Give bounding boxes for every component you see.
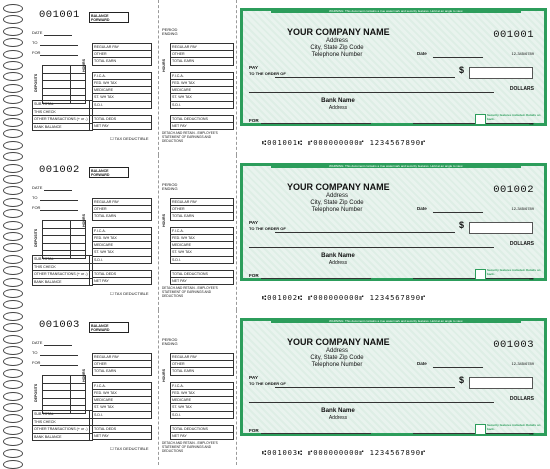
statement-hours-label: HOURS — [162, 59, 166, 72]
check-date-line[interactable] — [433, 57, 483, 58]
this-check-label: THIS CHECK — [33, 418, 90, 426]
employee-statement — [160, 310, 234, 465]
other-pay-label: OTHER — [93, 206, 152, 213]
period-ending-label: PERIOD ENDING — [162, 27, 178, 37]
amount-box[interactable] — [469, 377, 533, 389]
check-perforation — [236, 0, 237, 155]
deposits-label: DEPOSITS — [34, 73, 38, 92]
net-pay-label: NET PAY — [93, 278, 152, 285]
stub-date-line[interactable] — [44, 35, 72, 36]
medicare-label: MEDICARE — [93, 397, 152, 404]
check-number: 001003 — [493, 339, 534, 351]
tax-deductible-checkbox[interactable]: ☐ TAX DEDUCTIBLE — [110, 136, 149, 141]
payee-line[interactable] — [275, 387, 455, 388]
check-date-label: Date — [417, 361, 427, 366]
stub-date-label: DATE — [32, 340, 43, 345]
amount-words-line[interactable] — [249, 92, 494, 93]
detach-statement-text: DETACH AND RETAIN - EMPLOYEE'S STATEMENT OF EARNINGS AND DEDUCTIONS — [162, 441, 218, 453]
warning-banner: WARNING: This document contains a true watermark and security features. Hold at an angle to view. — [271, 319, 521, 323]
warning-banner: WARNING: This document contains a true watermark and security features. Hold at an angle to view. — [271, 9, 521, 13]
signature-line[interactable] — [413, 433, 533, 434]
fica-label: F.I.C.A. — [93, 382, 152, 389]
hours-label: HOURS — [82, 214, 86, 227]
pay-to-label: PAY TO THE ORDER OF — [249, 376, 286, 387]
stub-for-line[interactable] — [40, 365, 78, 366]
check-body — [240, 8, 547, 126]
this-check-label: THIS CHECK — [33, 108, 90, 116]
stub-for-label: FOR — [32, 50, 41, 55]
balance-grid[interactable] — [32, 255, 93, 286]
earnings-grid[interactable] — [92, 353, 152, 440]
fed-wh-tax-label: FED. WH TAX — [93, 389, 152, 396]
balance-forward-box[interactable]: BALANCE FORWARD — [89, 322, 129, 333]
dollars-label: DOLLARS — [509, 86, 534, 92]
balance-grid[interactable] — [32, 100, 93, 131]
balance-grid[interactable] — [32, 410, 93, 441]
sdi-label: S.D.I. — [93, 101, 152, 108]
company-address: Address — [325, 348, 348, 354]
company-address: Address — [325, 193, 348, 199]
security-seal-text: Security features included. Details on back. — [487, 268, 541, 276]
check-stub — [22, 310, 158, 465]
micr-line: ⑆001001⑆ ⑈000000000⑈ 1234567890⑈ — [262, 138, 426, 147]
stub-for-line[interactable] — [40, 210, 78, 211]
earnings-grid[interactable] — [92, 43, 152, 130]
amount-box[interactable] — [469, 67, 533, 79]
security-seal-icon — [475, 269, 486, 280]
payee-line[interactable] — [275, 77, 455, 78]
balance-forward-box[interactable]: BALANCE FORWARD — [89, 167, 129, 178]
dollars-label: DOLLARS — [509, 241, 534, 247]
statement-hours-label: HOURS — [162, 369, 166, 382]
check-date-label: Date — [417, 206, 427, 211]
stub-to-line[interactable] — [40, 200, 78, 201]
deposits-grid[interactable] — [42, 375, 86, 414]
total-deds-label: TOTAL DEDS — [93, 425, 152, 432]
stub-date-line[interactable] — [44, 190, 72, 191]
total-deductions-label: TOTAL DEDUCTIONS — [171, 115, 234, 122]
fica-label: F.I.C.A. — [93, 72, 152, 79]
total-deductions-label: TOTAL DEDUCTIONS — [171, 270, 234, 277]
total-earn-label: TOTAL EARN — [93, 58, 152, 65]
total-deds-label: TOTAL DEDS — [93, 115, 152, 122]
bank-name: Bank Name — [321, 97, 355, 104]
check-number: 001001 — [493, 29, 534, 41]
stub-to-line[interactable] — [40, 45, 78, 46]
memo-line[interactable] — [261, 433, 371, 434]
check-perforation — [236, 310, 237, 465]
bank-balance-label: BANK BALANCE — [33, 278, 90, 286]
st-wh-tax-label: ST. WH TAX — [93, 404, 152, 411]
check-stub — [22, 0, 158, 155]
security-seal-icon — [475, 424, 486, 435]
earnings-grid[interactable] — [92, 198, 152, 285]
company-phone: Telephone Number — [311, 362, 363, 368]
stub-perforation — [158, 0, 159, 155]
check-date-line[interactable] — [433, 367, 483, 368]
other-transactions-label: OTHER TRANSACTIONS (+ or -) — [34, 427, 88, 432]
company-city: City, State Zip Code — [310, 200, 364, 206]
pay-to-label: PAY TO THE ORDER OF — [249, 221, 286, 232]
stub-perforation — [158, 155, 159, 310]
regular-pay-label: REGULAR PAY — [93, 44, 152, 51]
stub-check-number: 001001 — [39, 9, 80, 21]
bank-address: Address — [328, 415, 348, 421]
sdi-label: S.D.I. — [93, 256, 152, 263]
statement-grid[interactable]: REGULAR PAY OTHER TOTAL EARN F.I.C.A. FED. WH TAX MEDICARE ST. WH TAX S.D.I. TOTAL DEDUCTIONS NET PAY — [170, 43, 234, 130]
total-earn-label: TOTAL EARN — [93, 213, 152, 220]
bank-address: Address — [328, 105, 348, 111]
warning-banner: WARNING: This document contains a true watermark and security features. Hold at an angle to view. — [271, 164, 521, 168]
tax-deductible-label: TAX DEDUCTIBLE — [114, 291, 149, 296]
stub-check-number: 001003 — [39, 319, 80, 331]
check-perforation — [236, 155, 237, 310]
deposits-grid[interactable] — [42, 65, 86, 104]
security-seal-text: Security features included. Details on back. — [487, 423, 541, 431]
sub-total-label: SUB TOTAL — [33, 256, 90, 264]
total-earn-label: TOTAL EARN — [93, 368, 152, 375]
fica-label: F.I.C.A. — [93, 227, 152, 234]
company-name: YOUR COMPANY NAME — [287, 182, 390, 192]
stub-check-number: 001002 — [39, 164, 80, 176]
mp-label: MP — [529, 432, 534, 436]
tax-deductible-label: TAX DEDUCTIBLE — [114, 446, 149, 451]
amount-words-line[interactable] — [249, 402, 494, 403]
stub-for-label: FOR — [32, 205, 41, 210]
regular-pay-label: REGULAR PAY — [93, 199, 152, 206]
other-transactions-label: OTHER TRANSACTIONS (+ or -) — [34, 272, 88, 277]
stub-date-label: DATE — [32, 30, 43, 35]
routing-fraction: 12-345/6789 — [511, 51, 534, 56]
signature-line[interactable] — [413, 123, 533, 124]
stub-to-label: TO — [32, 350, 38, 355]
medicare-label: MEDICARE — [93, 242, 152, 249]
micr-line: ⑆001002⑆ ⑈000000000⑈ 1234567890⑈ — [262, 293, 426, 302]
company-phone: Telephone Number — [311, 52, 363, 58]
micr-line: ⑆001003⑆ ⑈000000000⑈ 1234567890⑈ — [262, 448, 426, 457]
check-body — [240, 163, 547, 281]
bank-address: Address — [328, 260, 348, 266]
stub-date-label: DATE — [32, 185, 43, 190]
net-pay-label: NET PAY — [93, 433, 152, 440]
check-panel — [0, 310, 550, 465]
this-check-label: THIS CHECK — [33, 263, 90, 271]
tax-deductible-checkbox[interactable]: ☐ TAX DEDUCTIBLE — [110, 446, 149, 451]
sub-total-label: SUB TOTAL — [33, 101, 90, 109]
company-address: Address — [325, 38, 348, 44]
company-city: City, State Zip Code — [310, 45, 364, 51]
other-pay-label: OTHER — [93, 361, 152, 368]
stub-to-line[interactable] — [40, 355, 78, 356]
amount-box[interactable] — [469, 222, 533, 234]
statement-grid[interactable]: REGULAR PAY OTHER TOTAL EARN F.I.C.A. FED. WH TAX MEDICARE ST. WH TAX S.D.I. TOTAL DEDUCTIONS NET PAY — [170, 353, 234, 440]
deposits-label: DEPOSITS — [34, 228, 38, 247]
hours-label: HOURS — [82, 59, 86, 72]
deposits-grid[interactable] — [42, 220, 86, 259]
check-date-line[interactable] — [433, 212, 483, 213]
bank-name: Bank Name — [321, 252, 355, 259]
detach-statement-text: DETACH AND RETAIN - EMPLOYEE'S STATEMENT OF EARNINGS AND DEDUCTIONS — [162, 286, 218, 298]
balance-forward-box[interactable]: BALANCE FORWARD — [89, 12, 129, 23]
check-number: 001002 — [493, 184, 534, 196]
memo-label: FOR — [249, 273, 259, 278]
bank-name: Bank Name — [321, 407, 355, 414]
dollar-sign: $ — [459, 220, 465, 230]
company-name: YOUR COMPANY NAME — [287, 337, 390, 347]
check-body — [240, 318, 547, 436]
stub-date-line[interactable] — [44, 345, 72, 346]
statement-hours-label: HOURS — [162, 214, 166, 227]
period-ending-label: PERIOD ENDING — [162, 337, 178, 347]
st-wh-tax-label: ST. WH TAX — [93, 249, 152, 256]
sub-total-label: SUB TOTAL — [33, 411, 90, 419]
net-pay-label: NET PAY — [93, 123, 152, 130]
payee-line[interactable] — [275, 232, 455, 233]
routing-fraction: 12-345/6789 — [511, 206, 534, 211]
tax-deductible-label: TAX DEDUCTIBLE — [114, 136, 149, 141]
pay-to-label: PAY TO THE ORDER OF — [249, 66, 286, 77]
st-wh-tax-label: ST. WH TAX — [93, 94, 152, 101]
fed-wh-tax-label: FED. WH TAX — [93, 79, 152, 86]
check-panel — [0, 0, 550, 155]
check-stub — [22, 155, 158, 310]
regular-pay-label: REGULAR PAY — [93, 354, 152, 361]
employee-statement — [160, 0, 234, 155]
company-phone: Telephone Number — [311, 207, 363, 213]
dollar-sign: $ — [459, 375, 465, 385]
memo-label: FOR — [249, 118, 259, 123]
period-ending-label: PERIOD ENDING — [162, 182, 178, 192]
stub-for-label: FOR — [32, 360, 41, 365]
bank-balance-label: BANK BALANCE — [33, 433, 90, 441]
mp-label: MP — [529, 277, 534, 281]
other-transactions-label: OTHER TRANSACTIONS (+ or -) — [34, 117, 88, 122]
bank-balance-label: BANK BALANCE — [33, 123, 90, 131]
check-panel — [0, 155, 550, 310]
signature-line[interactable] — [413, 278, 533, 279]
security-seal-icon — [475, 114, 486, 125]
detach-statement-text: DETACH AND RETAIN - EMPLOYEE'S STATEMENT OF EARNINGS AND DEDUCTIONS — [162, 131, 218, 143]
stub-to-label: TO — [32, 40, 38, 45]
security-seal-text: Security features included. Details on back. — [487, 113, 541, 121]
sdi-label: S.D.I. — [93, 411, 152, 418]
memo-line[interactable] — [261, 278, 371, 279]
dollars-label: DOLLARS — [509, 396, 534, 402]
amount-words-line[interactable] — [249, 247, 494, 248]
deposits-label: DEPOSITS — [34, 383, 38, 402]
employee-statement — [160, 155, 234, 310]
total-deductions-label: TOTAL DEDUCTIONS — [171, 425, 234, 432]
routing-fraction: 12-345/6789 — [511, 361, 534, 366]
other-pay-label: OTHER — [93, 51, 152, 58]
memo-label: FOR — [249, 428, 259, 433]
stub-to-label: TO — [32, 195, 38, 200]
dollar-sign: $ — [459, 65, 465, 75]
fed-wh-tax-label: FED. WH TAX — [93, 234, 152, 241]
company-city: City, State Zip Code — [310, 355, 364, 361]
check-date-label: Date — [417, 51, 427, 56]
hours-label: HOURS — [82, 369, 86, 382]
stub-perforation — [158, 310, 159, 465]
mp-label: MP — [529, 122, 534, 126]
company-name: YOUR COMPANY NAME — [287, 27, 390, 37]
medicare-label: MEDICARE — [93, 87, 152, 94]
tax-deductible-checkbox[interactable]: ☐ TAX DEDUCTIBLE — [110, 291, 149, 296]
statement-grid[interactable]: REGULAR PAY OTHER TOTAL EARN F.I.C.A. FED. WH TAX MEDICARE ST. WH TAX S.D.I. TOTAL DEDUCTIONS NET PAY — [170, 198, 234, 285]
memo-line[interactable] — [261, 123, 371, 124]
stub-for-line[interactable] — [40, 55, 78, 56]
total-deds-label: TOTAL DEDS — [93, 270, 152, 277]
